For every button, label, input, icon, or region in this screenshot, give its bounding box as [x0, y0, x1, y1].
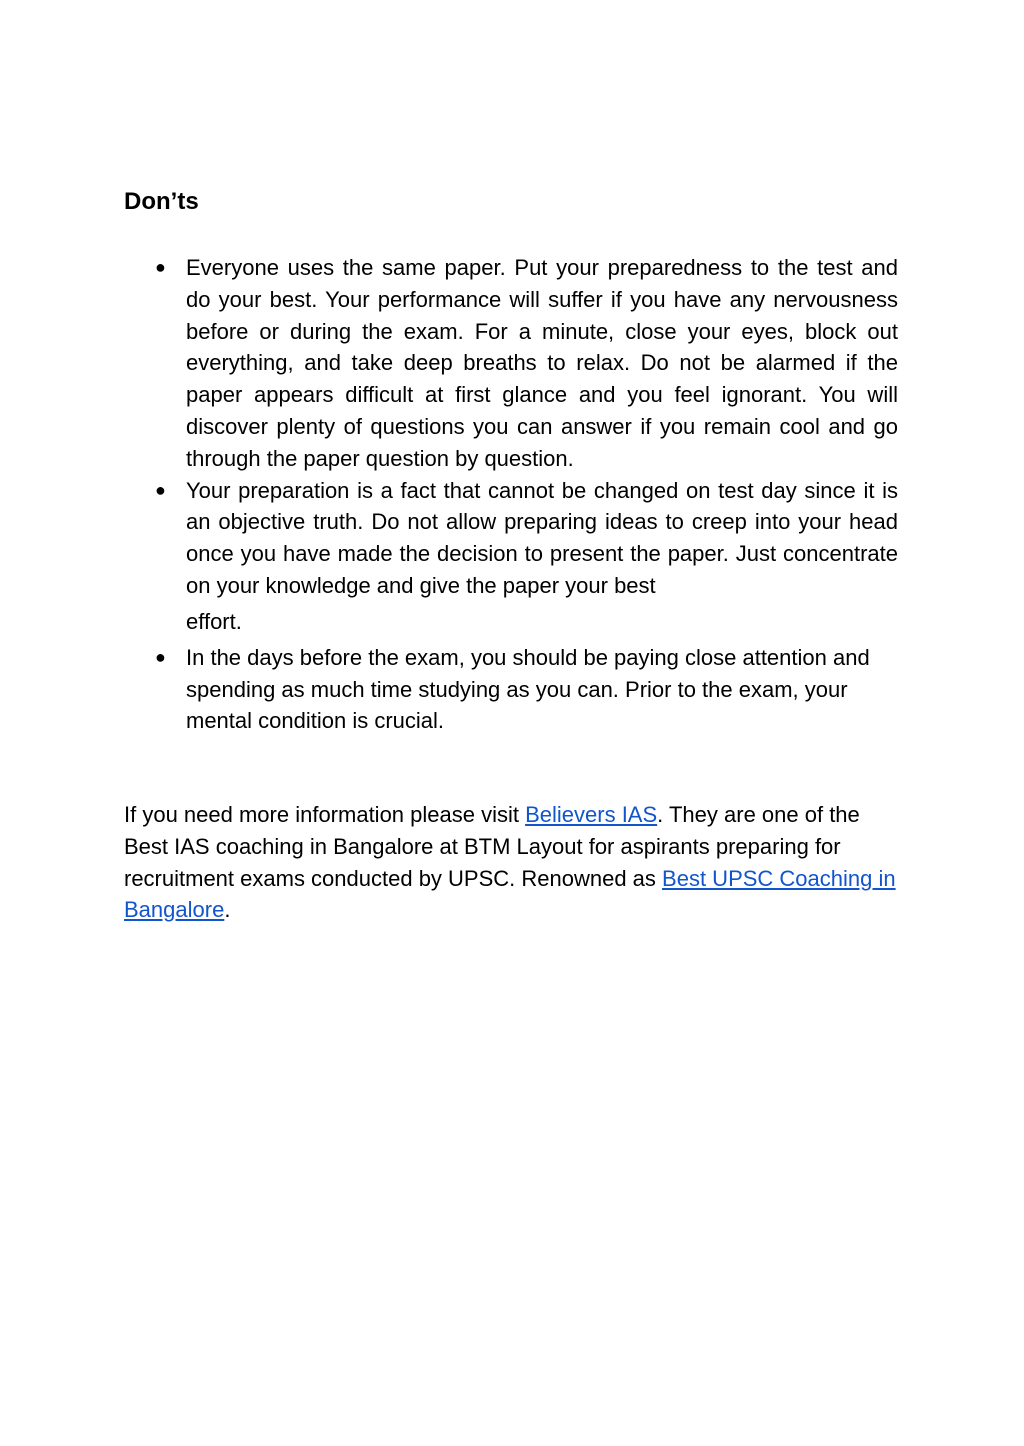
best-upsc-coaching-link[interactable]: Best UPSC Coaching in Bangalore	[124, 865, 896, 923]
list-item	[124, 475, 898, 642]
list-item-text-tail: effort.	[186, 608, 242, 634]
bullet-icon: ●	[155, 257, 166, 277]
info-paragraph	[124, 799, 898, 926]
list-item-text: In the days before the exam, you should be paying close attention and spending as much time studying as you can. Prior to the exam, your mental condition is crucial.	[186, 644, 870, 734]
bullet-icon: ●	[155, 479, 166, 500]
info-text: .	[224, 897, 231, 923]
bullet-list	[124, 252, 898, 737]
list-item	[124, 642, 898, 737]
section-heading: Don’ts	[124, 188, 199, 215]
list-item-text: Everyone uses the same paper. Put your preparedness to the test and do your best. Your performance will suffer if you have any nervousness before or during the exam. For a minute, close your eyes, block out everything, and take deep breaths to relax. Do not be alarmed if the paper appears difficult at first glance and you feel ignorant. You will discover plenty of questions you can answer if you remain cool and go through the paper question by question.	[186, 255, 898, 471]
believers-ias-link[interactable]: Believers IAS	[525, 802, 658, 827]
info-text: If you need more information please visit	[124, 802, 526, 827]
bullet-icon: ●	[155, 646, 166, 667]
list-item	[124, 252, 898, 475]
info-text: . They are one of the Best IAS coaching in Bangalore at BTM Layout for aspirants preparing for recruitment exams conducted by UPSC. Renowned as	[124, 802, 860, 891]
list-item-text: Your preparation is a fact that cannot be changed on test day since it is an objective truth. Do not allow preparing ideas to creep into your head once you have made the decision to present the paper. Just concentrate on your knowledge and give the paper your best	[186, 477, 898, 598]
